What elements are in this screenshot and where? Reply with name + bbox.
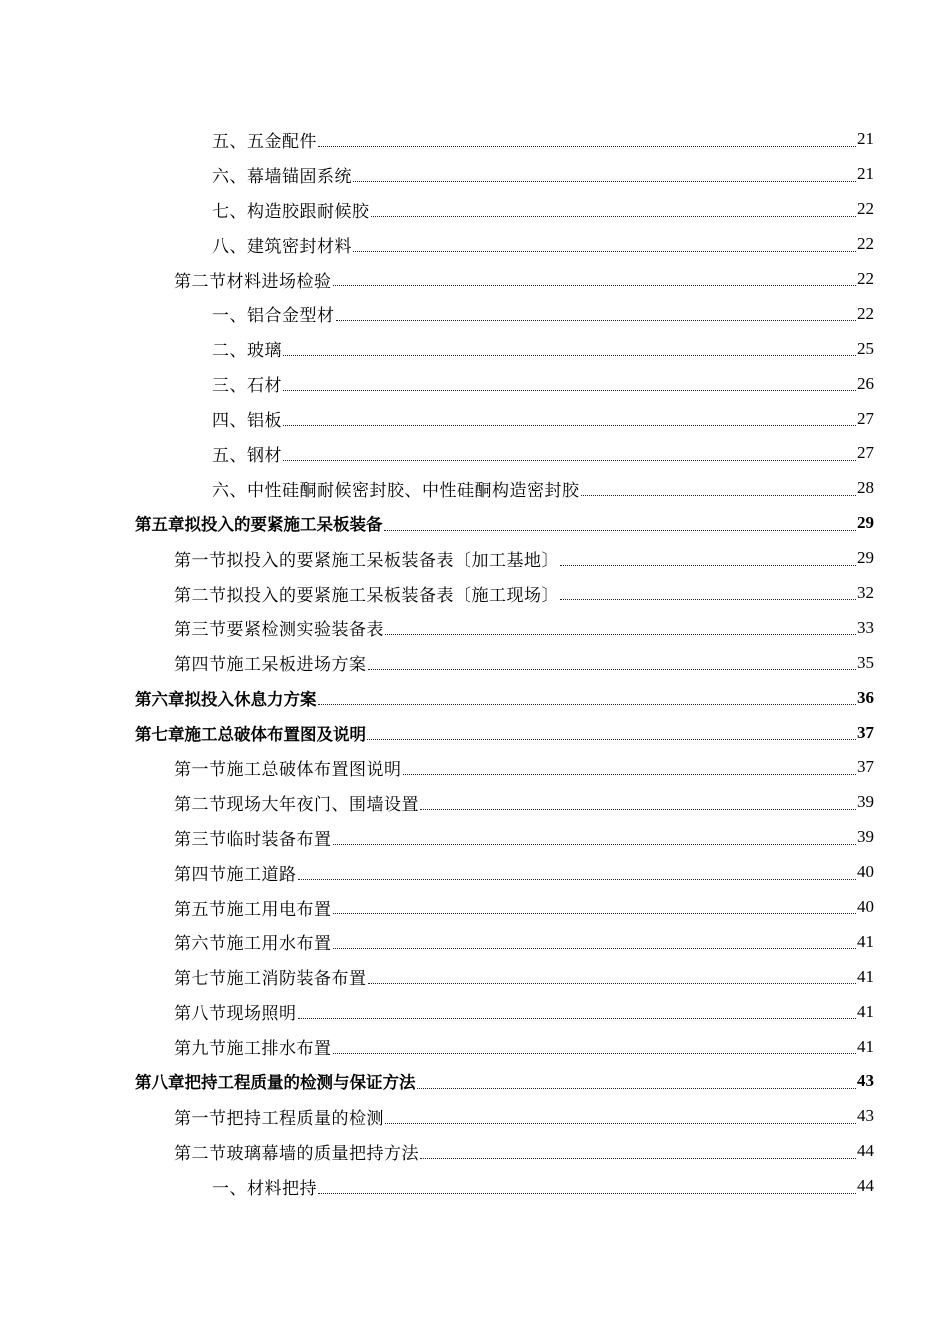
toc-subsection-entry[interactable] [0,157,950,192]
toc-section-entry[interactable] [0,1029,950,1064]
toc-section-entry[interactable] [0,855,950,890]
toc-entry-title: 四、铝板 [212,411,282,432]
toc-page-number: 22 [857,269,874,288]
toc-page-number: 21 [857,129,874,149]
toc-section-entry[interactable] [0,890,950,925]
toc-section-entry[interactable] [0,541,950,576]
toc-page-number: 44 [857,1141,874,1161]
toc-page-number: 27 [857,408,874,428]
toc-subsection-entry[interactable] [0,122,950,157]
toc-section-entry[interactable] [0,820,950,855]
toc-dot-leader [385,633,856,635]
toc-dot-leader [318,1192,856,1194]
toc-dot-leader [336,319,857,321]
toc-chapter-entry[interactable] [0,680,950,715]
toc-entry-title: 第四节施工道路 [174,864,297,885]
toc-section-entry[interactable] [0,262,950,297]
toc-dot-leader [417,1087,857,1089]
toc-page-number: 28 [857,478,874,498]
toc-page-number: 40 [857,862,874,882]
toc-section-entry[interactable] [0,610,950,645]
toc-page-number: 39 [857,827,874,847]
toc-page-number: 27 [857,443,874,463]
toc-dot-leader [298,1017,857,1019]
toc-subsection-entry[interactable] [0,436,950,471]
toc-dot-leader [353,180,856,182]
toc-page-number: 40 [857,897,874,917]
toc-page-number: 37 [857,757,874,777]
toc-entry-title: 第二节材料进场检验 [174,271,332,292]
toc-dot-leader [384,529,857,531]
toc-entry-title: 五、五金配件 [212,131,317,152]
toc-dot-leader [420,1157,856,1159]
toc-entry-title: 第三节临时装备布置 [174,829,332,850]
toc-entry-title: 二、玻璃 [212,341,282,362]
toc-page-number: 43 [857,1071,874,1091]
toc-subsection-entry[interactable] [0,192,950,227]
toc-chapter-entry[interactable] [0,1064,950,1099]
toc-entry-title: 一、材料把持 [212,1178,317,1199]
toc-entry-title: 八、建筑密封材料 [212,236,352,257]
toc-entry-title: 五、钢材 [212,445,282,466]
toc-page-number: 29 [857,548,874,568]
toc-dot-leader [333,1052,857,1054]
toc-dot-leader [420,808,856,810]
toc-dot-leader [283,459,856,461]
toc-entry-title: 六、中性硅酮耐候密封胶、中性硅酮构造密封胶 [212,480,580,501]
toc-dot-leader [371,215,857,217]
toc-dot-leader [333,947,857,949]
toc-entry-title: 第六节施工用水布置 [174,934,332,955]
toc-subsection-entry[interactable] [0,331,950,366]
toc-page-number: 29 [857,513,874,533]
toc-dot-leader [333,912,857,914]
toc-dot-leader [283,424,856,426]
toc-entry-title: 第三节要紧检测实验装备表 [174,620,384,641]
toc-dot-leader [368,668,857,670]
toc-chapter-entry[interactable] [0,506,950,541]
toc-section-entry[interactable] [0,994,950,1029]
toc-page-number: 22 [857,234,874,254]
toc-subsection-entry[interactable] [0,401,950,436]
toc-dot-leader [385,1122,856,1124]
toc-page-number: 41 [857,1036,874,1056]
toc-entry-title: 第九节施工排水布置 [174,1039,332,1060]
toc-subsection-entry[interactable] [0,296,950,331]
toc-page-number: 25 [857,338,874,358]
toc-dot-leader [560,598,856,600]
toc-section-entry[interactable] [0,785,950,820]
toc-entry-title: 第五章拟投入的要紧施工呆板装备 [135,515,383,535]
toc-dot-leader [283,389,856,391]
toc-dot-leader [283,354,856,356]
toc-entry-title: 第二节玻璃幕墙的质量把持方法 [174,1143,419,1164]
toc-dot-leader [298,878,857,880]
toc-subsection-entry[interactable] [0,227,950,262]
toc-page-number: 32 [857,583,874,603]
toc-entry-title: 第四节施工呆板进场方案 [174,655,367,676]
toc-page-number: 43 [857,1106,874,1126]
toc-entry-title: 第一节把持工程质量的检测 [174,1108,384,1129]
toc-subsection-entry[interactable] [0,366,950,401]
toc-page-number: 41 [857,966,874,986]
toc-page-number: 37 [857,722,874,742]
toc-entry-title: 六、幕墙锚固系统 [212,166,352,187]
toc-entry-title: 第八节现场照明 [174,1004,297,1025]
toc-entry-title: 第一节拟投入的要紧施工呆板装备表〔加工基地〕 [174,550,559,571]
toc-page-number: 41 [857,1001,874,1021]
toc-page-number: 22 [857,199,874,219]
toc-dot-leader [318,145,856,147]
toc-dot-leader [333,284,857,286]
toc-dot-leader [560,564,856,566]
toc-entry-title: 第五节施工用电布置 [174,899,332,920]
toc-page-number: 26 [857,373,874,393]
toc-entry-title: 第六章拟投入休息力方案 [135,689,317,709]
toc-dot-leader [333,843,857,845]
toc-entry-title: 三、石材 [212,376,282,397]
toc-section-entry[interactable] [0,1134,950,1169]
toc-page-number: 35 [857,652,874,672]
table-of-contents [0,122,950,1204]
toc-dot-leader [367,738,856,740]
toc-entry-title: 第二节拟投入的要紧施工呆板装备表〔施工现场〕 [174,585,559,606]
toc-section-entry[interactable] [0,959,950,994]
toc-dot-leader [403,773,857,775]
toc-section-entry[interactable] [0,750,950,785]
toc-entry-title: 一、铝合金型材 [212,306,335,327]
toc-dot-leader [353,250,856,252]
toc-page-number: 39 [857,792,874,812]
toc-entry-title: 第八章把持工程质量的检测与保证方法 [135,1073,416,1093]
toc-entry-title: 第七节施工消防装备布置 [174,969,367,990]
toc-page-number: 44 [857,1176,874,1196]
toc-page-number: 33 [857,617,874,637]
toc-subsection-entry[interactable] [0,471,950,506]
toc-page-number: 21 [857,164,874,184]
toc-section-entry[interactable] [0,1099,950,1134]
toc-page-number: 41 [857,931,874,951]
toc-entry-title: 第二节现场大年夜门、围墙设置 [174,794,419,815]
toc-entry-title: 第七章施工总破体布置图及说明 [135,724,366,744]
toc-dot-leader [581,494,857,496]
toc-entry-title: 第一节施工总破体布置图说明 [174,759,402,780]
toc-section-entry[interactable] [0,576,950,611]
toc-chapter-entry[interactable] [0,715,950,750]
toc-dot-leader [368,982,857,984]
toc-entry-title: 七、构造胶跟耐候胶 [212,201,370,222]
toc-dot-leader [318,703,857,705]
toc-subsection-entry[interactable] [0,1169,950,1204]
toc-page-number: 22 [857,303,874,323]
toc-page-number: 36 [857,687,874,707]
toc-section-entry[interactable] [0,645,950,680]
toc-section-entry[interactable] [0,924,950,959]
